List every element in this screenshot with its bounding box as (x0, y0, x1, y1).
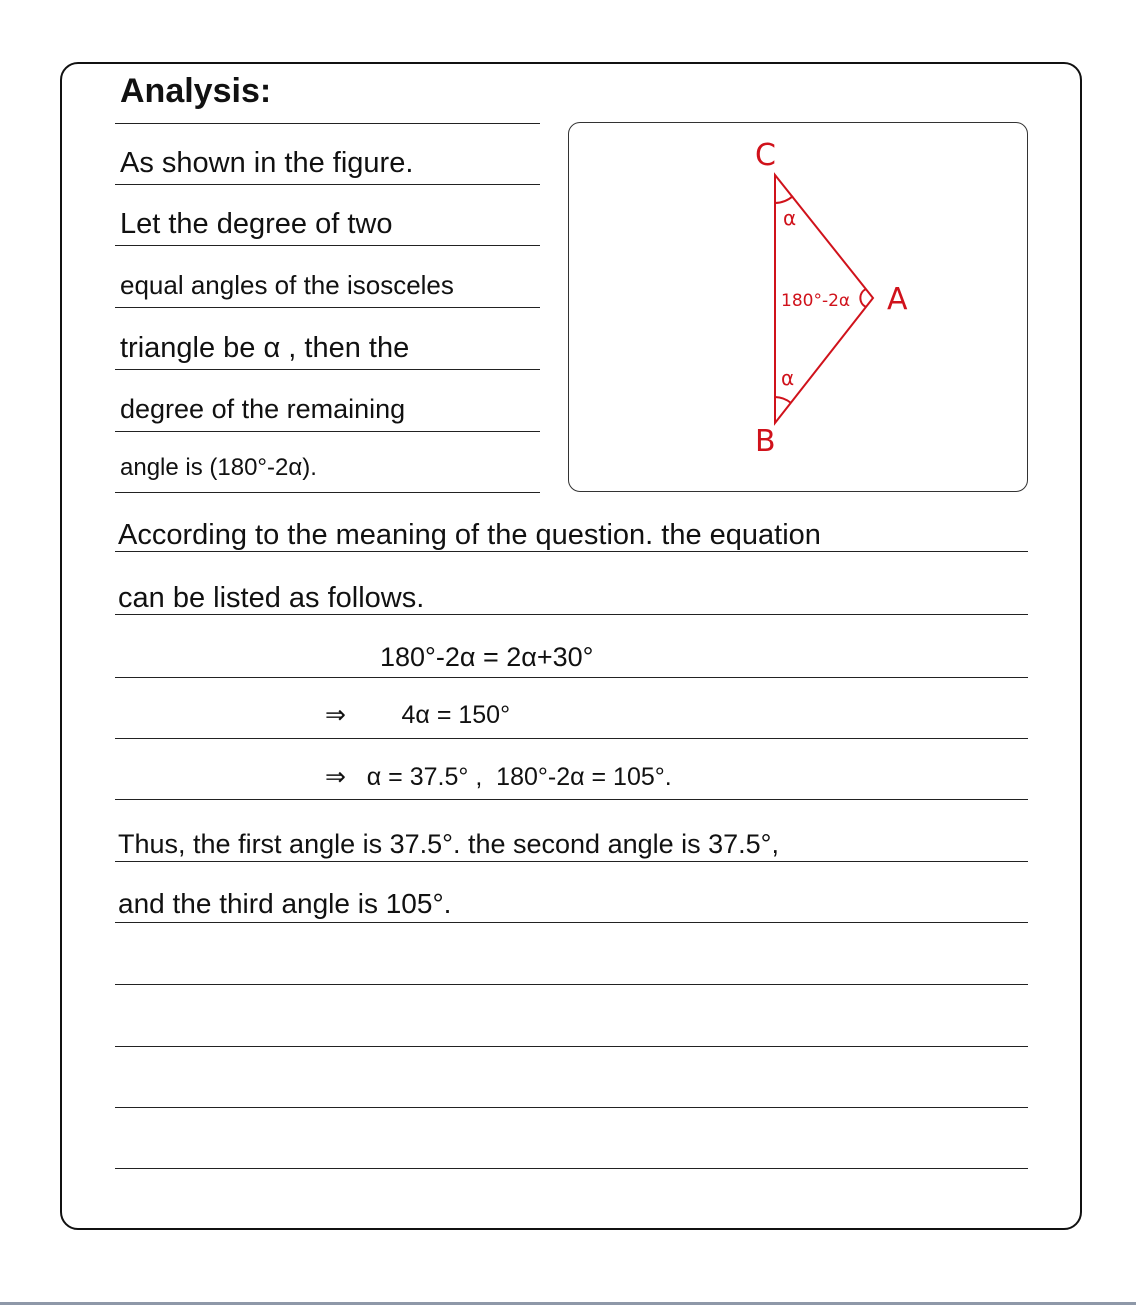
vertex-c-label: C (755, 138, 776, 173)
angle-arc-b (775, 397, 791, 403)
body-line: According to the meaning of the question. the equation (118, 519, 821, 551)
analysis-title: Analysis: (120, 72, 272, 110)
intro-line: equal angles of the isosceles (120, 270, 454, 300)
rule-line (115, 861, 1028, 862)
angle-a-label: 180°-2α (781, 291, 851, 311)
rule-line (115, 922, 1028, 923)
conclusion-line: and the third angle is 105°. (118, 888, 452, 919)
rule-line (115, 492, 540, 493)
rule-line (115, 307, 540, 308)
rule-line (115, 1107, 1028, 1108)
intro-line: degree of the remaining (120, 394, 406, 424)
rule-line (115, 677, 1028, 678)
equation-line: ⇒ α = 37.5° , 180°-2α = 105°. (325, 763, 672, 791)
triangle-figure (568, 122, 1028, 492)
equation-line: 180°-2α = 2α+30° (380, 642, 594, 672)
vertex-b-label: B (755, 424, 776, 459)
equation-line: ⇒ 4α = 150° (325, 701, 511, 729)
rule-line (115, 1168, 1028, 1169)
triangle-svg (569, 123, 1027, 491)
angle-c-label: α (783, 206, 797, 230)
rule-line (115, 123, 540, 124)
angle-b-label: α (781, 366, 795, 390)
rule-line (115, 1046, 1028, 1047)
rule-line (115, 184, 540, 185)
angle-arc-a (860, 289, 866, 307)
intro-line: triangle be α , then the (120, 332, 410, 364)
rule-line (115, 984, 1028, 985)
rule-line (115, 799, 1028, 800)
conclusion-line: Thus, the first angle is 37.5°. the second angle is 37.5°, (118, 829, 779, 859)
intro-line: angle is (180°-2α). (120, 454, 317, 481)
angle-arc-c (775, 196, 793, 203)
rule-line (115, 738, 1028, 739)
rule-line (115, 245, 540, 246)
intro-line: Let the degree of two (120, 208, 393, 240)
intro-line: As shown in the figure. (120, 147, 414, 179)
body-line: can be listed as follows. (118, 582, 425, 614)
rule-line (115, 431, 540, 432)
rule-line (115, 369, 540, 370)
vertex-a-label: A (887, 282, 908, 317)
